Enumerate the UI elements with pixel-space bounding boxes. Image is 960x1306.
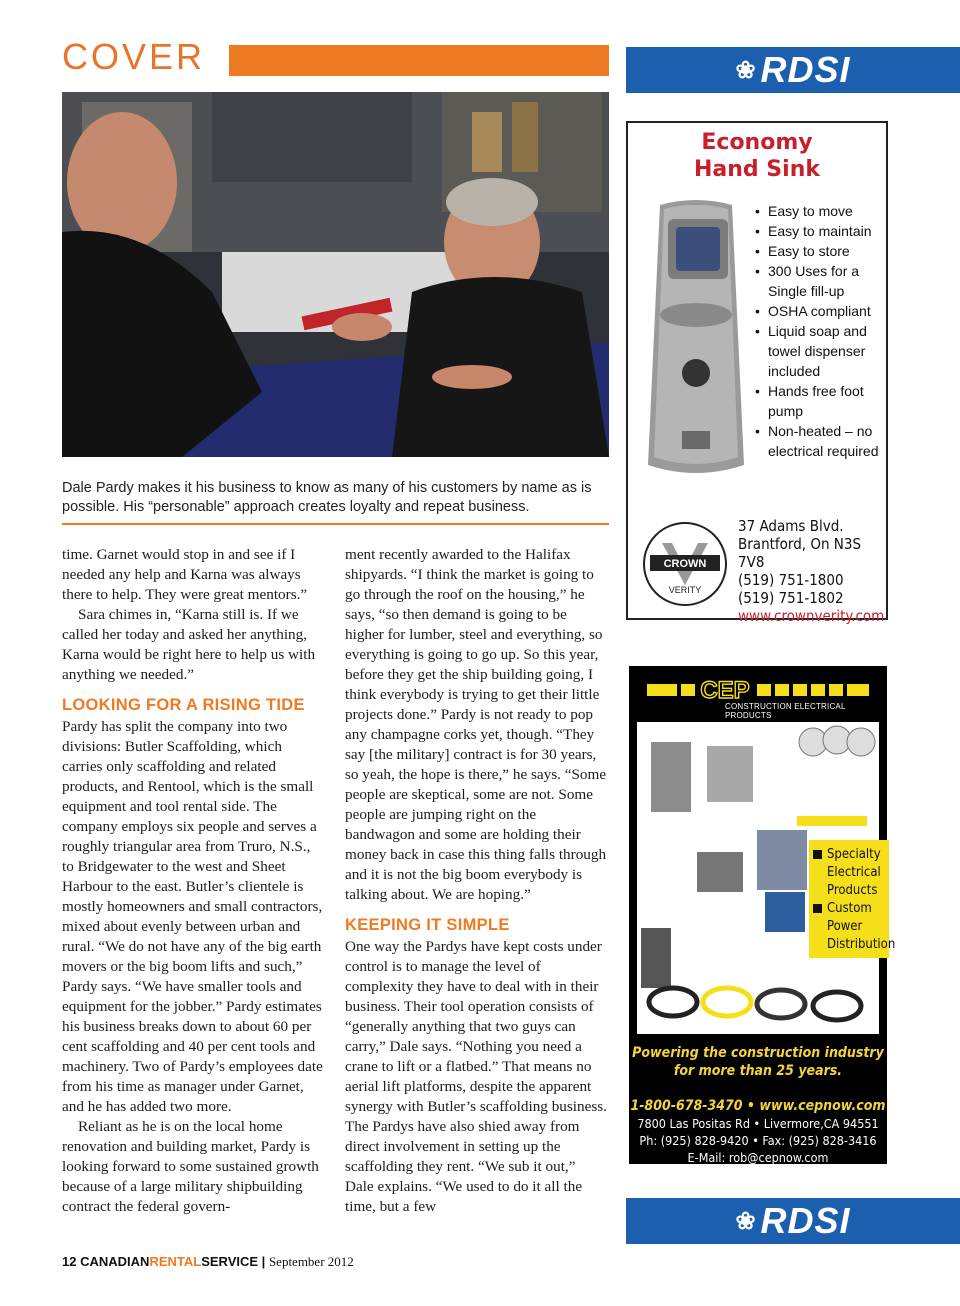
paragraph: Sara chimes in, “Karna still is. If we called her today and asked her anything, Karna would be right here to help us with anything we needed.” xyxy=(62,606,316,683)
paragraph: time. Garnet would stop in and see if I needed any help and Karna was always there to help. They were great mentors.” xyxy=(62,546,308,603)
list-item: Specialty Electrical Products xyxy=(813,846,889,900)
rdsi-banner-bottom[interactable] xyxy=(626,1198,960,1244)
feature-list xyxy=(754,201,886,461)
list-item: • Hands free foot pump xyxy=(754,381,886,421)
rdsi-logo-text: RDSI xyxy=(760,49,851,90)
maple-leaf-icon: ❀ xyxy=(735,1207,757,1235)
svg-text:CEP: CEP xyxy=(700,677,750,702)
page-number: 12 xyxy=(62,1254,77,1269)
ad-title: Economy Hand Sink xyxy=(693,130,820,182)
caption-divider xyxy=(62,523,609,525)
paragraph: ment recently awarded to the Halifax shipyards. “I think the market is going to go through the roof on the housing,” he says, “so then demand is going to be higher for lumber, steel and everything, so everything is going to go up. So this year, before they get the ship building going, I think everybody is trying to get their little projects done.” Pardy is not ready to pop any champagne corks yet, though. “They say [the military] contract is for 30 years, so yeah, the hope is there,” he says. “Some people are skeptical, some are not. Some people are jumping right on the bandwagon and some are holding their money back in case this thing falls through and it is not the big boom everybody is talking about. We are hoping.” xyxy=(345,546,607,903)
maple-leaf-icon: ❀ xyxy=(735,56,757,84)
section-label: COVER xyxy=(62,36,206,77)
list-item: • Easy to store xyxy=(754,241,886,261)
crown-verity-logo xyxy=(642,521,728,607)
page-footer xyxy=(62,1254,354,1270)
cep-phone-web[interactable]: 1-800-678-3470 • www.cepnow.com xyxy=(630,1098,886,1114)
article-column-right xyxy=(345,545,607,1217)
cep-feature-box xyxy=(809,840,896,958)
footer-separator: | xyxy=(261,1254,266,1269)
list-item: • 300 Uses for a Single fill-up xyxy=(754,261,886,301)
contact-info: 37 Adams Blvd. Brantford, On N3S 7V8 (519) 751-1800 (519) 751-1802 www.crownverity.com xyxy=(738,517,885,625)
svg-text:CROWN: CROWN xyxy=(663,558,707,570)
crown-verity-ad[interactable] xyxy=(626,121,888,625)
list-item: • OSHA compliant xyxy=(754,301,886,321)
issue-date: September 2012 xyxy=(268,1254,354,1269)
article-column-left xyxy=(62,545,324,1217)
cep-tagline: Powering the construction industry for more than 25 years. xyxy=(632,1045,884,1079)
rdsi-banner-top[interactable] xyxy=(626,47,960,93)
cep-contact-info: 1-800-678-3470 • www.cepnow.com 7800 Las Positas Rd • Livermore,CA 94551 Ph: (925) 828-9420 • Fax: (925) 828-3416 E-Mail: rob@cepnow.com xyxy=(630,1098,886,1165)
list-item: • Easy to maintain xyxy=(754,221,886,241)
rdsi-logo-text: RDSI xyxy=(760,1200,851,1241)
list-item: • Liquid soap and towel dispenser included xyxy=(754,321,886,381)
photo-caption: Dale Pardy makes it his business to know as many of his customers by name as is possible. His “personable” approach creates loyalty and repeat business. xyxy=(62,480,592,515)
subheading: LOOKING FOR A RISING TIDE xyxy=(62,696,305,714)
cep-subtitle: CONSTRUCTION ELECTRICAL PRODUCTS xyxy=(725,702,846,720)
list-item: • Non-heated – no electrical required xyxy=(754,421,886,461)
list-item: • Easy to move xyxy=(754,201,886,221)
cover-photo xyxy=(62,92,609,457)
list-item: Custom Power Distribution xyxy=(813,900,889,954)
cep-ad[interactable] xyxy=(629,666,896,1165)
website-link[interactable]: www.crownverity.com xyxy=(738,607,885,625)
hand-sink-image xyxy=(642,195,750,481)
svg-text:VERITY: VERITY xyxy=(668,585,702,595)
paragraph: Pardy has split the company into two divisions: Butler Scaffolding, which carries only scaffolding and related products, and Rentool, which is the small equipment and tool rental side. The company employs six people and serves a roughly triangular area from Truro, N.S., to Bridgewater to the west and Sheet Harbour to the east. Butler’s clientele is mostly homeowners and small contractors, mixed about evenly between urban and rural. “We do not have any of the big earth movers or the big boom lifts and such,” Pardy says. “We have smaller tools and equipment for the jobber.” Pardy estimates his business breaks down to about 60 per cent scaffolding and 40 per cent tools and machinery. Two of Pardy’s employees date from his time as manager under Garnet, and he has added two more. xyxy=(62,718,323,1115)
subheading: KEEPING IT SIMPLE xyxy=(345,916,510,934)
cep-email[interactable]: E-Mail: rob@cepnow.com xyxy=(687,1150,829,1165)
paragraph: One way the Pardys have kept costs under control is to manage the level of complexity they have to deal with in their business. Their tool operation consists of “generally anything that two guys can carry,” Dale says. “Nothing you need a crane to lift or a flatbed.” That means no aerial lift platforms, despite the apparent synergy with Butler’s scaffolding business. The Pardys have also shied away from direct involvement in setting up the scaffolding they rent. “We sub it out,” Dale explains. “We used to do it all the time, but a few xyxy=(345,938,607,1215)
cep-logo xyxy=(647,676,871,702)
magazine-name: CANADIANRENTALSERVICE xyxy=(80,1254,259,1269)
section-header-bar xyxy=(229,45,609,76)
paragraph: Reliant as he is on the local home renovation and building market, Pardy is looking forward to some sustained growth because of a large military shipbuilding contract the federal govern- xyxy=(62,1118,319,1215)
